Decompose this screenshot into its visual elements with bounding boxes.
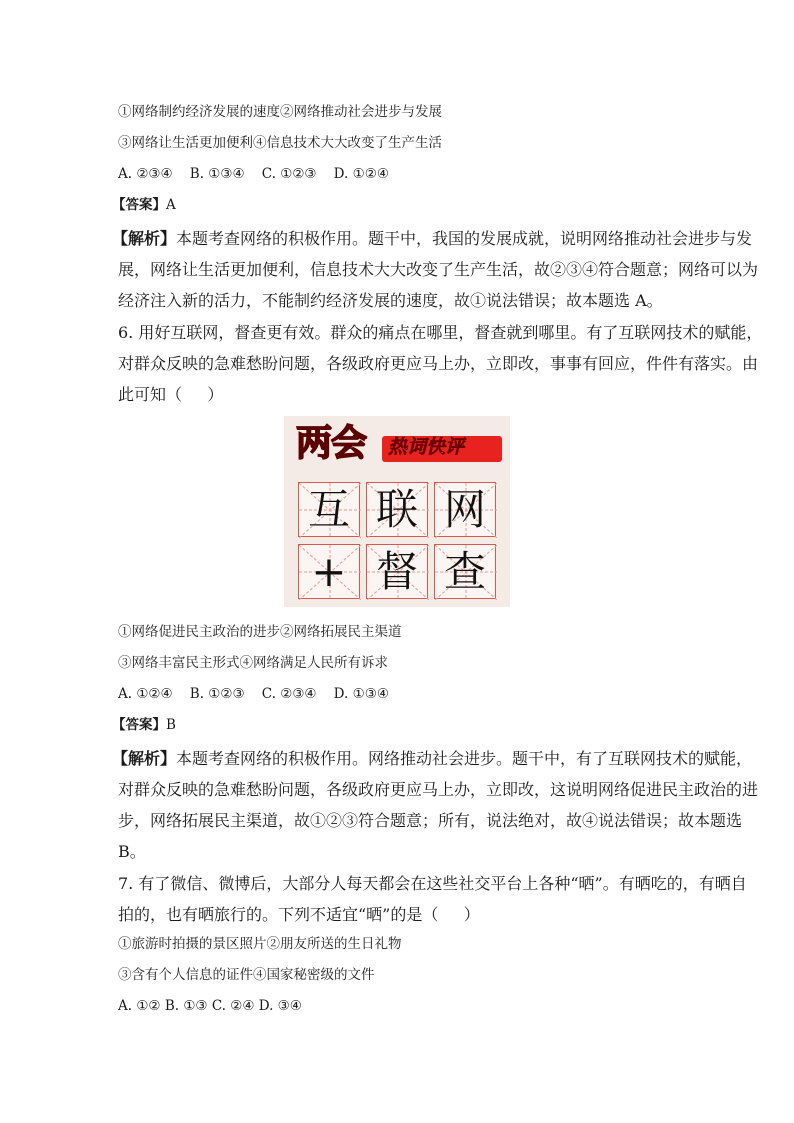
q5-option-line-1: ①网络制约经济发展的速度②网络推动社会进步与发展 xyxy=(118,104,442,120)
q7-option-line-2: ③含有个人信息的证件④国家秘密级的文件 xyxy=(118,967,375,983)
analysis-label: 【解析】 xyxy=(112,749,177,768)
banner-subtitle: 热词快评 xyxy=(388,436,465,458)
answer-label: 【答案】 xyxy=(112,717,166,733)
banner-sub-box xyxy=(382,436,502,462)
q6-analysis-line-3: 步，网络拓展民主渠道，故①②③符合题意；所有，说法绝对，故④说法错误；故本题选 xyxy=(118,811,743,830)
grid-cell xyxy=(298,544,360,599)
q7-stem-line-2: 拍的，也有晒旅行的。下列不适宜“晒”的是（ ） xyxy=(118,905,480,924)
answer-value: B xyxy=(166,717,176,733)
q6-option-line-2: ③网络丰富民主形式④网络满足人民所有诉求 xyxy=(118,655,388,671)
q7-option-line-1: ①旅游时拍摄的景区照片②朋友所送的生日礼物 xyxy=(118,936,402,952)
q5-choices: A. ②③④ B. ①③④ C. ①②③ D. ①②④ xyxy=(118,166,389,182)
poster-image xyxy=(284,416,510,607)
grid-char: 查 xyxy=(443,546,486,596)
poster-banner xyxy=(292,422,502,470)
q6-stem-line-2: 对群众反映的急难愁盼问题，各级政府更应马上办，立即改，事事有回应，件件有落实。由 xyxy=(118,354,759,373)
q6-analysis-line-4: B。 xyxy=(118,842,146,861)
grid-char: 互 xyxy=(307,484,350,534)
grid-char: 联 xyxy=(375,484,418,534)
analysis-text: 本题考查网络的积极作用。网络推动社会进步。题干中，有了互联网技术的赋能， xyxy=(176,749,753,768)
q5-analysis-line-2: 展，网络让生活更加便利，信息技术大大改变了生产生活，故②③④符合题意；网络可以为 xyxy=(118,260,759,279)
analysis-text: 本题考查网络的积极作用。题干中，我国的发展成就，说明网络推动社会进步与发 xyxy=(176,229,753,248)
q5-option-line-2: ③网络让生活更加便利④信息技术大大改变了生产生活 xyxy=(118,135,442,151)
q6-stem-line-3: 此可知（ ） xyxy=(118,385,224,404)
q6-analysis-line-2: 对群众反映的急难愁盼问题，各级政府更应马上办，立即改，这说明网络促进民主政治的进 xyxy=(118,780,759,799)
banner-title: 两会 xyxy=(296,423,367,464)
grid-cell xyxy=(434,544,496,599)
q6-answer xyxy=(112,719,176,733)
q6-stem-line-1: 6. 用好互联网，督查更有效。群众的痛点在哪里，督查就到哪里。有了互联网技术的赋能， xyxy=(118,323,763,342)
grid-cell xyxy=(366,544,428,599)
grid-cell xyxy=(434,482,496,537)
grid-char: 督 xyxy=(375,546,418,596)
q5-analysis-line-1 xyxy=(112,231,752,247)
grid-char: + xyxy=(311,546,347,596)
grid-char: 网 xyxy=(443,484,486,534)
grid-cell xyxy=(366,482,428,537)
q5-analysis-line-3: 经济注入新的活力，不能制约经济发展的速度，故①说法错误；故本题选 A。 xyxy=(118,291,663,310)
q7-stem-line-1: 7. 有了微信、微博后，大部分人每天都会在这些社交平台上各种“晒”。有晒吃的，有晒自 xyxy=(118,874,747,893)
analysis-label: 【解析】 xyxy=(112,229,177,248)
q6-option-line-1: ①网络促进民主政治的进步②网络拓展民主渠道 xyxy=(118,624,402,640)
q5-answer xyxy=(112,199,176,213)
grid-cell xyxy=(298,482,360,537)
q7-choices: A. ①② B. ①③ C. ②④ D. ③④ xyxy=(118,998,302,1014)
q6-analysis-line-1 xyxy=(112,751,752,767)
answer-label: 【答案】 xyxy=(112,197,166,213)
answer-value: A xyxy=(166,197,176,213)
q6-choices: A. ①②④ B. ①②③ C. ②③④ D. ①③④ xyxy=(118,686,389,702)
